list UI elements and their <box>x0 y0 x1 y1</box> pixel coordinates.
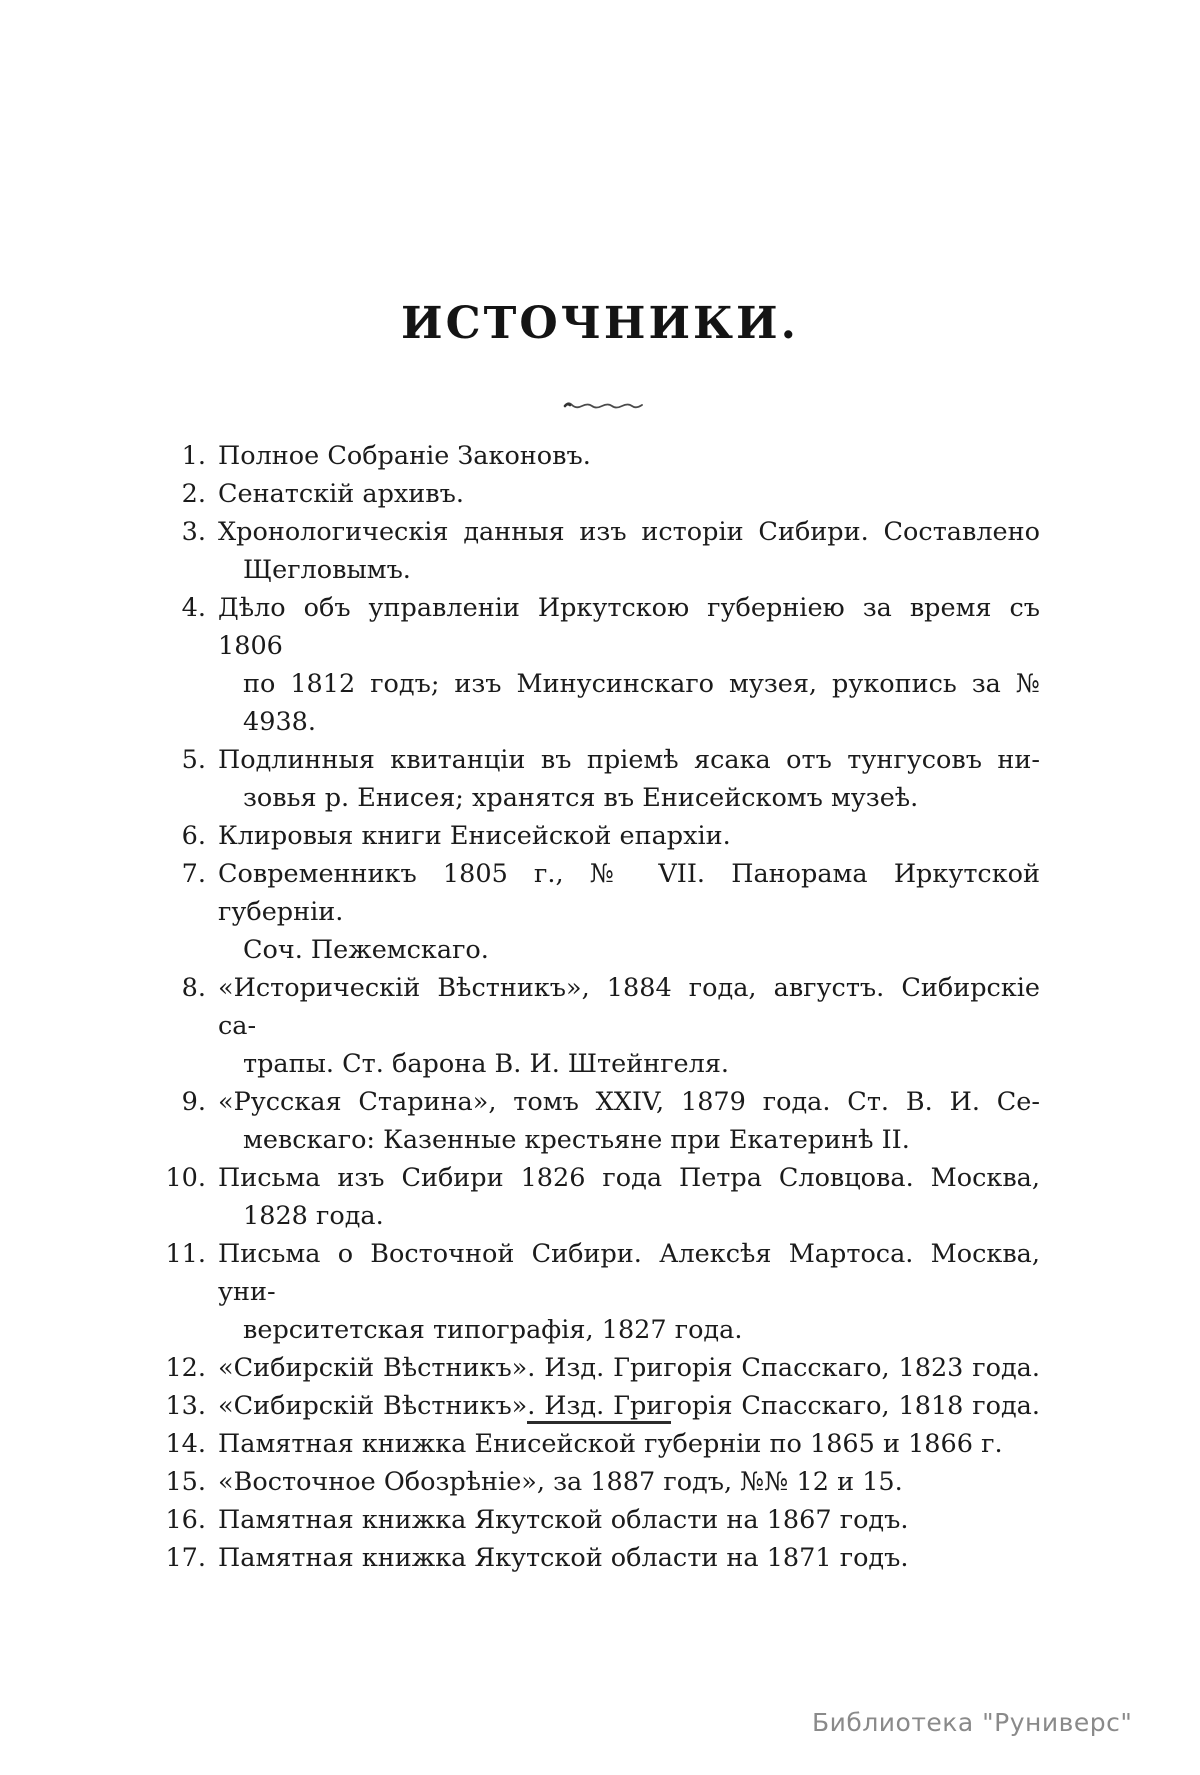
list-item <box>158 969 1048 1083</box>
item-text <box>218 1235 1040 1349</box>
item-text <box>218 741 1040 817</box>
item-text <box>218 1463 1040 1501</box>
list-item <box>158 1425 1048 1463</box>
source-list <box>158 437 1048 1577</box>
footer-rule <box>527 1421 671 1424</box>
item-text <box>218 817 1040 855</box>
item-text <box>218 1501 1040 1539</box>
list-item <box>158 1235 1048 1349</box>
item-number: 1. <box>181 441 206 471</box>
item-number: 17. <box>165 1543 206 1573</box>
item-number: 9. <box>181 1087 206 1117</box>
item-line: Клировыя книги Енисейской епархіи. <box>218 821 731 851</box>
list-item <box>158 1539 1048 1577</box>
item-line: Щегловымъ. <box>243 555 411 585</box>
list-item <box>158 1083 1048 1159</box>
item-line: Памятная книжка Енисейской губерніи по 1865 и 1866 г. <box>218 1429 1003 1459</box>
item-line: Письма изъ Сибири 1826 года Петра Словцова. Москва, <box>218 1163 1040 1193</box>
item-text <box>218 1425 1040 1463</box>
item-text <box>218 1159 1040 1235</box>
list-item <box>158 1159 1048 1235</box>
item-text <box>218 437 1040 475</box>
item-line: Соч. Пежемскаго. <box>243 935 489 965</box>
item-line: по 1812 годъ; изъ Минусинскаго музея, рукопись за № 4938. <box>243 669 1040 737</box>
item-number: 12. <box>165 1353 206 1383</box>
item-line: Письма о Восточной Сибири. Алексѣя Мартоса. Москва, уни- <box>218 1239 1040 1307</box>
item-line: Памятная книжка Якутской области на 1871 годъ. <box>218 1543 909 1573</box>
list-item <box>158 1387 1048 1425</box>
item-line: мевскаго: Казенные крестьяне при Екатеринѣ II. <box>243 1125 910 1155</box>
item-line: Хронологическія данныя изъ исторіи Сибири. Составлено <box>218 517 1040 547</box>
list-item <box>158 741 1048 817</box>
item-text <box>218 855 1040 969</box>
item-number: 7. <box>181 859 206 889</box>
item-text <box>218 1539 1040 1577</box>
item-text <box>218 475 1040 513</box>
watermark-text: Библиотека "Руниверс" <box>812 1708 1133 1737</box>
list-item <box>158 475 1048 513</box>
item-text <box>218 589 1040 741</box>
item-number: 10. <box>165 1163 206 1193</box>
item-text <box>218 1349 1040 1387</box>
item-text <box>218 1387 1040 1425</box>
item-number: 13. <box>165 1391 206 1421</box>
list-item <box>158 589 1048 741</box>
item-number: 6. <box>181 821 206 851</box>
item-line: «Восточное Обозрѣніе», за 1887 годъ, №№ 12 и 15. <box>218 1467 903 1497</box>
item-number: 5. <box>181 745 206 775</box>
item-line: Полное Собраніе Законовъ. <box>218 441 591 471</box>
item-number: 11. <box>165 1239 206 1269</box>
item-number: 14. <box>165 1429 206 1459</box>
wavy-ornament-icon <box>563 398 645 412</box>
item-number: 16. <box>165 1505 206 1535</box>
list-item <box>158 1501 1048 1539</box>
item-line: «Сибирскій Вѣстникъ». Изд. Григорія Спасскаго, 1818 года. <box>218 1391 1040 1421</box>
item-line: Современникъ 1805 г., № VII. Панорама Иркутской губерніи. <box>218 859 1040 927</box>
item-text <box>218 1083 1040 1159</box>
item-line: Памятная книжка Якутской области на 1867 годъ. <box>218 1505 909 1535</box>
list-item <box>158 1349 1048 1387</box>
item-line: Подлинныя квитанціи въ пріемѣ ясака отъ тунгусовъ ни- <box>218 745 1040 775</box>
item-number: 3. <box>181 517 206 547</box>
item-line: трапы. Ст. барона В. И. Штейнгеля. <box>243 1049 730 1079</box>
item-line: «Русская Старина», томъ XXIV, 1879 года. Ст. В. И. Се- <box>218 1087 1040 1117</box>
item-number: 8. <box>181 973 206 1003</box>
item-number: 4. <box>181 593 206 623</box>
item-line: Дѣло объ управленіи Иркутскою губерніею за время съ 1806 <box>218 593 1040 661</box>
item-text <box>218 969 1040 1083</box>
item-line: «Сибирскій Вѣстникъ». Изд. Григорія Спасскаго, 1823 года. <box>218 1353 1040 1383</box>
item-number: 15. <box>165 1467 206 1497</box>
item-line: верситетская типографія, 1827 года. <box>243 1315 743 1345</box>
item-number: 2. <box>181 479 206 509</box>
item-text <box>218 513 1040 589</box>
page-title: ИСТОЧНИКИ. <box>401 298 799 349</box>
list-item <box>158 437 1048 475</box>
list-item <box>158 855 1048 969</box>
list-item <box>158 513 1048 589</box>
item-line: «Историческій Вѣстникъ», 1884 года, августъ. Сибирскіе са- <box>218 973 1040 1041</box>
list-item <box>158 1463 1048 1501</box>
item-line: Сенатскій архивъ. <box>218 479 464 509</box>
list-item <box>158 817 1048 855</box>
item-line: 1828 года. <box>243 1201 384 1231</box>
item-line: зовья р. Енисея; хранятся въ Енисейскомъ музеѣ. <box>243 783 919 813</box>
